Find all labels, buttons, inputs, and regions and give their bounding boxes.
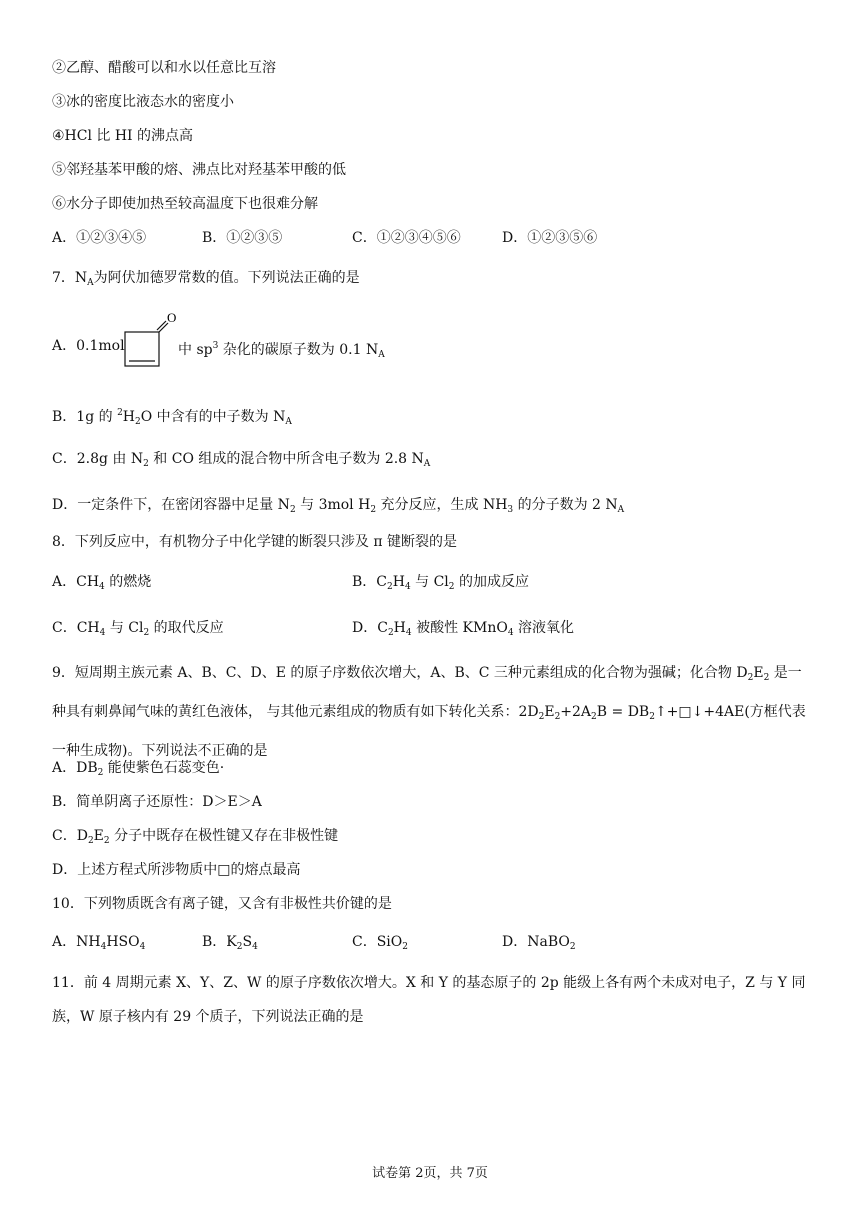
oxygen-atom-label: O xyxy=(167,310,177,325)
q9-option-c: C．$D_2E_2$ 分子中既存在极性键又存在非极性键 xyxy=(52,828,339,846)
q7-stem: 7．$N_A$为阿伏加德罗常数的值。下列说法正确的是 xyxy=(52,270,360,288)
q11-stem: 11．前 4 周期元素 X、Y、Z、W 的原子序数依次增大。X 和 Y 的基态原子的 2p 能级上各有两个未成对电子，Z 与 Y 同族，W 原子核内有 29 个质子，下列说法正确的是 xyxy=(52,975,806,1025)
q10-option-a: A．$NH_4HSO_4$ xyxy=(52,934,146,952)
q7-option-c: C．2.8g 由 $N_2$ 和 CO 组成的混合物中所含电子数为 2.8 $N_A$ xyxy=(52,451,431,469)
page-footer: 试卷第 2页，共 7页 xyxy=(372,1166,488,1181)
q9-option-d: D．上述方程式所涉物质中□的熔点最高 xyxy=(52,862,301,878)
q6-option-d: D．①②③⑤⑥ xyxy=(502,230,598,246)
q10-option-c: C．SiO$_2$ xyxy=(352,934,408,952)
q9-stem: 9．短周期主族元素 A、B、C、D、E 的原子序数依次增大，A、B、C 三种元素组成的化合物为强碱；化合物 $D_2E_2$ 是一种具有刺鼻闻气味的黄红色液体， 与其他元素组成的物质有如下转化关系：$2D_2E_2+2A_2B$ = $DB_2↑+□↓+4AE$(方框代表一种生成物)。下列说法不正确的是 xyxy=(52,665,806,759)
q6-option-b: B．①②③⑤ xyxy=(202,230,283,246)
q6-item-6: ⑥水分子即使加热至较高温度下也很难分解 xyxy=(52,196,318,212)
q8-option-c: C．$CH_4$ 与 $Cl_2$ 的取代反应 xyxy=(52,620,224,638)
q6-item-3: ③冰的密度比液态水的密度小 xyxy=(52,94,234,110)
q9-option-b: B．简单阴离子还原性：D＞E＞A xyxy=(52,794,262,810)
q10-option-d: D．NaBO$_2$ xyxy=(502,934,576,952)
cyclobutenone-structure xyxy=(120,310,180,372)
q7-option-b: B．1g 的 $^2H_2O$ 中含有的中子数为 $N_A$ xyxy=(52,408,292,427)
q10-option-b: B．$K_2S_4$ xyxy=(202,934,258,952)
q8-option-d: D．$C_2H_4$ 被酸性 KMnO$_4$ 溶液氧化 xyxy=(352,620,575,638)
q7-option-d: D．一定条件下，在密闭容器中足量 $N_2$ 与 3mol $H_2$ 充分反应，生成 $NH_3$ 的分子数为 2 $N_A$ xyxy=(52,497,625,515)
q10-stem: 10．下列物质既含有离子键，又含有非极性共价键的是 xyxy=(52,896,392,912)
q6-item-2: ②乙醇、醋酸可以和水以任意比互溶 xyxy=(52,60,276,76)
q6-option-c: C．①②③④⑤⑥ xyxy=(352,230,461,246)
q7-option-a-suffix: 中 $sp^3$ 杂化的碳原子数为 0.1 $N_A$ xyxy=(178,341,385,360)
q9-option-a: A．$DB_2$ 能使紫色石蕊变色· xyxy=(52,760,225,778)
q8-stem: 8．下列反应中，有机物分子中化学键的断裂只涉及 π 键断裂的是 xyxy=(52,534,458,550)
q6-option-a: A．①②③④⑤ xyxy=(52,230,147,246)
q8-option-a: A．$CH_4$ 的燃烧 xyxy=(52,574,152,592)
q6-item-4: ④HCl 比 HI 的沸点高 xyxy=(52,128,194,144)
q6-item-5: ⑤邻羟基苯甲酸的熔、沸点比对羟基苯甲酸的低 xyxy=(52,162,346,178)
q8-option-b: B．$C_2H_4$ 与 $Cl_2$ 的加成反应 xyxy=(352,574,529,592)
q7-option-a-prefix: A．0.1mol xyxy=(52,338,125,354)
